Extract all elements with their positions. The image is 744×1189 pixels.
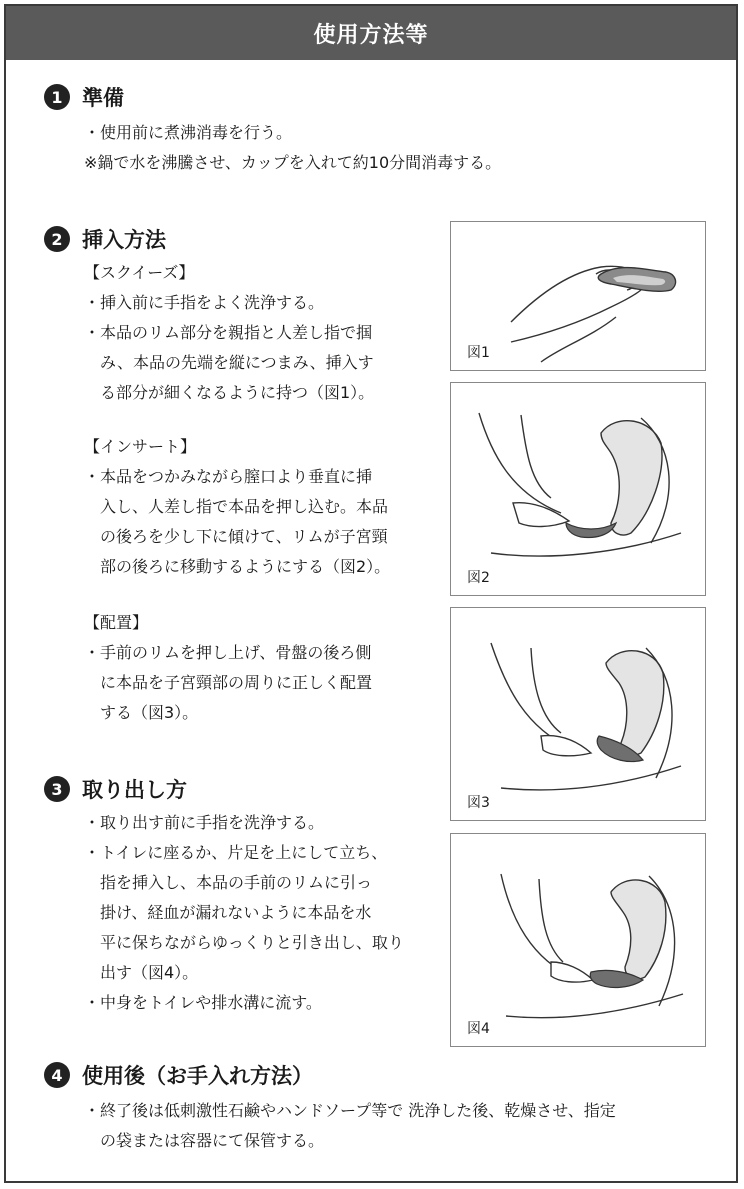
subheading: 【インサート】 [84,437,197,456]
section-insertion [44,224,166,254]
step-number-3: 3 [44,776,70,802]
step-number-2: 2 [44,226,70,252]
figure-1 [450,221,706,371]
squeeze-block [84,258,374,408]
page-title: 使用方法等 [6,6,736,60]
text-line: ・使用前に煮沸消毒を行う。 [84,123,293,142]
section-title: 挿入方法 [82,228,166,252]
figure-label: 図2 [467,570,490,586]
text-line: ※鍋で水を沸騰させ、カップを入れて約10分間消毒する。 [84,153,502,172]
section-title: 取り出し方 [82,778,187,802]
figure-label: 図4 [467,1021,490,1037]
subheading: 【スクイーズ】 [84,263,195,282]
step-number-4: 4 [44,1062,70,1088]
subheading: 【配置】 [84,613,149,632]
cup-placement-illustration [451,608,707,822]
text-line: ・中身をトイレや排水溝に流す。 [84,993,322,1012]
section-title: 使用後（お手入れ方法） [82,1064,313,1088]
text-line: 入し、人差し指で本品を押し込む。本品 [84,497,389,516]
text-line: ・取り出す前に手指を洗浄する。 [84,813,325,832]
section-removal [44,774,187,804]
figure-4 [450,833,706,1047]
section-body [84,808,404,1018]
text-line: の後ろを少し下に傾けて、リムが子宮頸 [84,527,388,546]
figure-3 [450,607,706,821]
section-aftercare [44,1060,313,1090]
figure-2 [450,382,706,596]
cup-removal-illustration [451,834,707,1048]
text-line: ・挿入前に手指をよく洗浄する。 [84,293,325,312]
text-line: ・本品のリム部分を親指と人差し指で掴 [84,323,373,342]
section-title: 準備 [82,86,124,110]
text-line: の袋または容器にて保管する。 [84,1131,325,1150]
cup-insertion-illustration [451,383,707,597]
text-line: 平に保ちながらゆっくりと引き出し、取り [84,933,404,952]
step-number-1: 1 [44,84,70,110]
text-line: ・終了後は低刺激性石鹸やハンドソープ等で 洗浄した後、乾燥させ、指定 [84,1101,616,1120]
text-line: ・本品をつかみながら膣口より垂直に挿 [84,467,373,486]
section-preparation [44,82,124,112]
text-line: ・手前のリムを押し上げ、骨盤の後ろ側 [84,643,372,662]
place-block [84,608,372,728]
text-line: 掛け、経血が漏れないように本品を水 [84,903,372,922]
figure-label: 図1 [467,345,490,361]
insert-block [84,432,390,582]
text-line: み、本品の先端を縦につまみ、挿入す [84,353,374,372]
figure-label: 図3 [467,795,490,811]
text-line: ・トイレに座るか、片足を上にして立ち、 [84,843,388,862]
usage-panel [4,4,738,1183]
text-line: する（図3）。 [84,703,199,722]
text-line: 出す（図4）。 [84,963,199,982]
text-line: る部分が細くなるように持つ（図1）。 [84,383,375,402]
text-line: 部の後ろに移動するようにする（図2）。 [84,557,391,576]
section-body [84,1096,616,1156]
text-line: に本品を子宮頸部の周りに正しく配置 [84,673,373,692]
text-line: 指を挿入し、本品の手前のリムに引っ [84,873,373,892]
section-body [84,118,501,178]
